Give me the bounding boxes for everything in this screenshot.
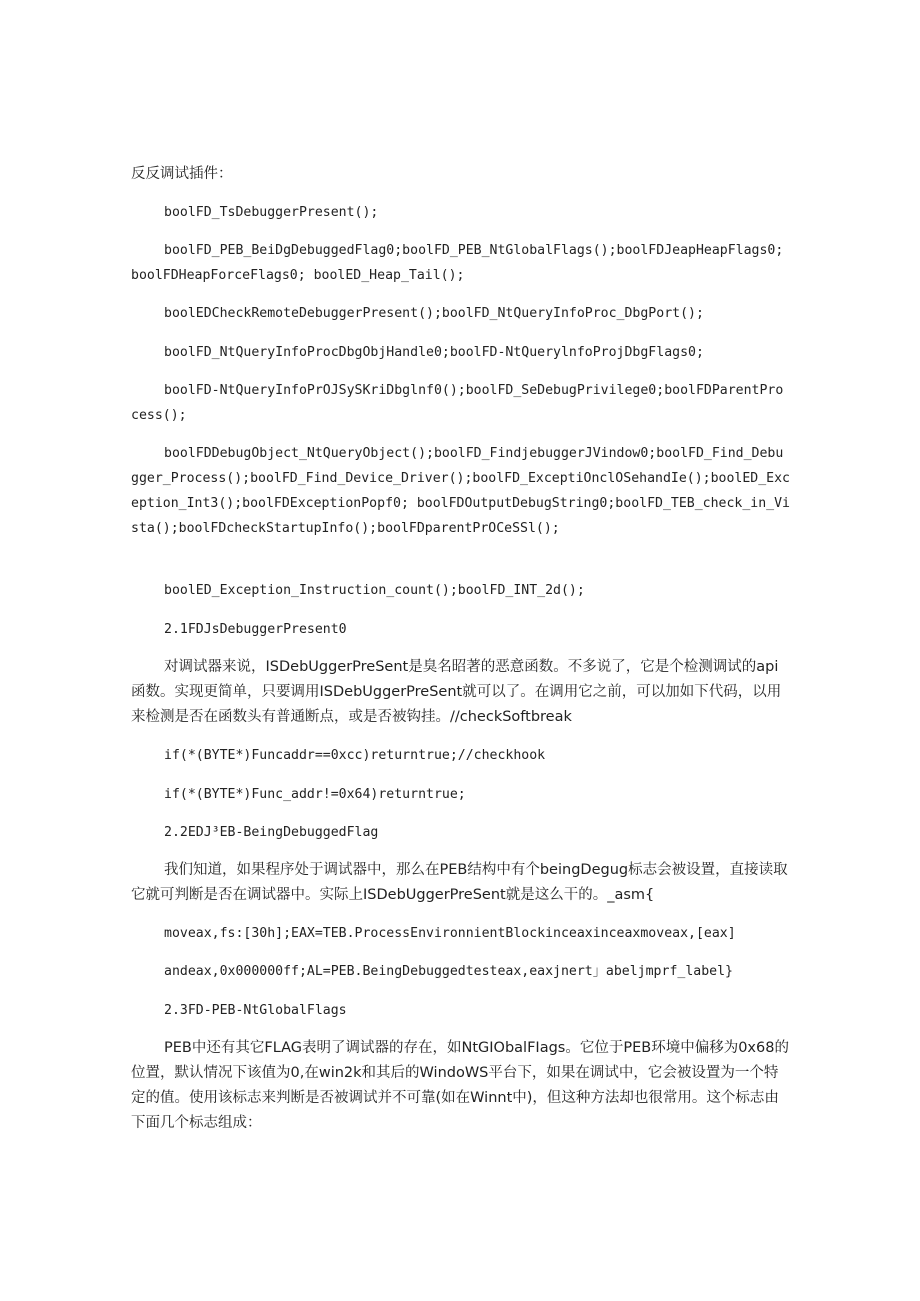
code-paragraph: boolFD_NtQueryInfoProcDbgObjHandle0;boolFD-NtQuerylnfoProjDbgFlags0; bbox=[164, 345, 704, 360]
code-paragraph: if(*(BYTE*)Funcaddr==0xcc)returntrue;//checkhook bbox=[164, 748, 546, 763]
code-paragraph: boolEDCheckRemoteDebuggerPresent();boolFD_NtQueryInfoProc_DbgPort(); bbox=[164, 306, 704, 321]
code-paragraph: moveax,fs:[30h];EAX=TEB.ProcessEnvironnientBlockinceaxinceaxmoveax,[eax] bbox=[164, 926, 736, 941]
body-paragraph: PEB中还有其它FLAG表明了调试器的存在，如NtGIObalFIags。它位于PEB环境中偏移为0x68的位置，默认情况下该值为0,在win2k和其后的WindoWS平台下，如果在调试中，它会被设置为一个特定的值。使用该标志来判断是否被调试并不可靠(如在Winnt中)，但这种方法却也很常用。这个标志由下面几个标志组成： bbox=[131, 1040, 789, 1131]
code-paragraph: boolFD_TsDebuggerPresent(); bbox=[164, 205, 379, 220]
subsection-title: 2.2EDJ³EB-BeingDebuggedFlag bbox=[164, 825, 379, 840]
code-paragraph: boolFD_PEB_BeiDgDebuggedFlag0;boolFD_PEB_NtGlobalFlags();boolFDJeapHeapFlags0;boolFDHeapForceFlags0; boolED_Heap_Tail(); bbox=[131, 243, 784, 283]
subsection-title: 2.1FDJsDebuggerPresent0 bbox=[164, 622, 347, 637]
section-heading: 反反调试插件： bbox=[131, 166, 233, 182]
body-paragraph: 我们知道，如果程序处于调试器中，那么在PEB结构中有个beingDegug标志会被设置，直接读取它就可判断是否在调试器中。实际上ISDebUggerPreSent就是这么干的。_asm{ bbox=[131, 862, 788, 903]
code-paragraph: boolED_Exception_Instruction_count();boolFD_INT_2d(); bbox=[164, 583, 585, 598]
subsection-title: 2.3FD-PEB-NtGlobalFlags bbox=[164, 1003, 347, 1018]
code-paragraph: boolFD-NtQueryInfoPrOJSySKriDbglnf0();boolFD_SeDebugPrivilege0;boolFDParentProcess(); bbox=[131, 383, 784, 423]
code-paragraph: boolFDDebugObject_NtQueryObject();boolFD_FindjebuggerJVindow0;boolFD_Find_Debugger_Process();boolFD_Find_Device_Driver();boolFD_ExceptiOnclOSehandIe();boolED_Exception_Int3();boolFDExceptionPopf0; boolFDOutputDebugString0;boolFD_TEB_check_in_Vista();boolFDcheckStartupInfo();boolFDparentPrOCeSSl(); bbox=[131, 446, 790, 536]
code-paragraph: andeax,0x000000ff;AL=PEB.BeingDebuggedtesteax,eaxjnert」abeljmprf_label} bbox=[164, 964, 733, 979]
code-paragraph: if(*(BYTE*)Func_addr!=0x64)returntrue; bbox=[164, 787, 466, 802]
body-paragraph: 对调试器来说，ISDebUggerPreSent是臭名昭著的恶意函数。不多说了，它是个检测调试的api函数。实现更简单，只要调用ISDebUggerPreSent就可以了。在调用它之前，可以加如下代码，以用来检测是否在函数头有普通断点，或是否被钩挂。//checkSoftbreak bbox=[131, 659, 782, 725]
